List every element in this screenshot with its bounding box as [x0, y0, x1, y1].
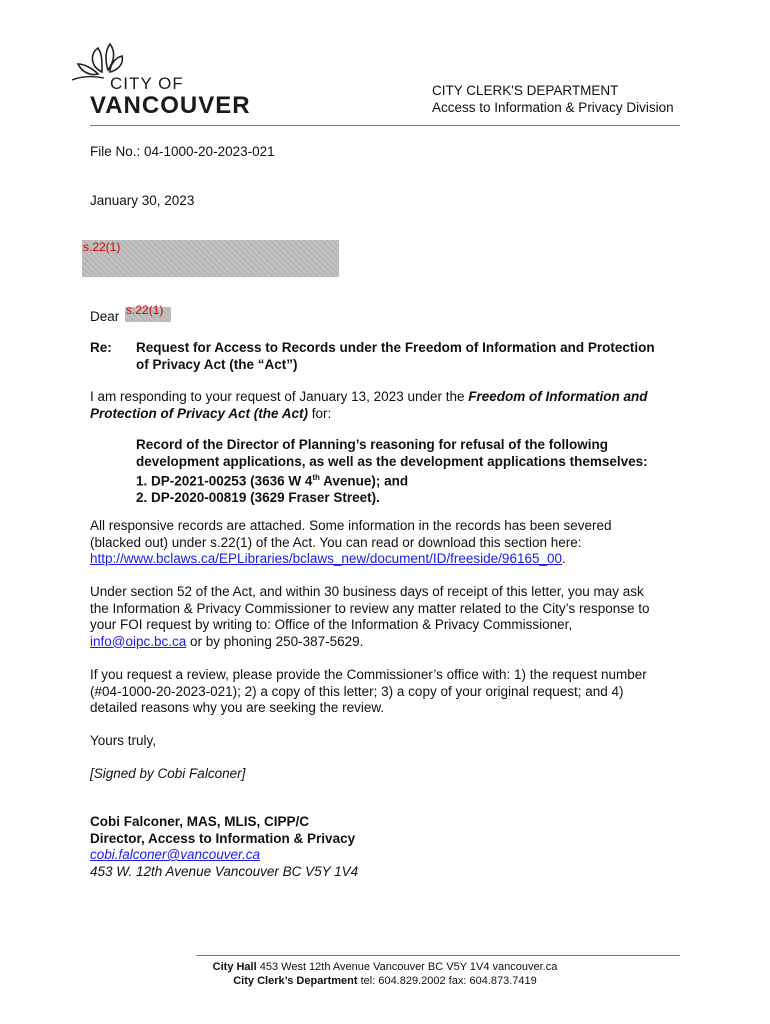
- intro-tail: for:: [308, 405, 332, 421]
- request-review-line1: If you request a review, please provide the Commissioner’s office with: 1) the request number: [90, 667, 647, 682]
- logo-city-of: CITY OF: [110, 74, 184, 93]
- signer-address: 453 W. 12th Avenue Vancouver BC V5Y 1V4: [90, 863, 359, 879]
- review-line2: the Information & Privacy Commissioner to review any matter related to the City’s response to: [90, 600, 650, 616]
- request-review-line3: detailed reasons why you are seeking the review.: [90, 700, 385, 715]
- records-line1: All responsive records are attached. Some information in the records has been severed: [90, 518, 612, 533]
- redaction-label-2: s.22(1): [126, 303, 164, 317]
- file-number: File No.: 04-1000-20-2023-021: [90, 144, 275, 159]
- review-paragraph: Under section 52 of the Act, and within 30 business days of receipt of this letter, you may ask the Information & Privacy Commissioner to review any matter related to the City’s response to your FOI request by writing to: Office of the Information & Privacy Commissioner, info@oipc.bc.ca or by phoning 250-387-5629.: [90, 584, 682, 650]
- bclaws-link[interactable]: http://www.bclaws.ca/EPLibraries/bclaws_new/document/ID/freeside/96165_00: [90, 551, 562, 566]
- request-review-line2: (#04-1000-20-2023-021); 2) a copy of this letter; 3) a copy of your original request; and 4): [90, 683, 624, 699]
- act-name-1: Freedom of Information and: [468, 389, 648, 404]
- intro-lead: I am responding to your request of January 13, 2023 under the: [90, 389, 469, 404]
- header-rule: [90, 125, 680, 126]
- footer: [90, 960, 680, 988]
- closing: Yours truly,: [90, 733, 157, 748]
- redaction-label: s.22(1): [83, 240, 121, 254]
- redacted-address: [82, 240, 339, 277]
- department-header: [432, 82, 674, 116]
- footer-line2: City Clerk’s Department tel: 604.829.2002 fax: 604.873.7419: [233, 975, 537, 987]
- letter-date: January 30, 2023: [90, 193, 195, 208]
- request-line2: development applications, as well as the development applications themselves:: [136, 453, 648, 469]
- signer-name: Cobi Falconer, MAS, MLIS, CIPP/C: [90, 814, 310, 829]
- signed-note: [Signed by Cobi Falconer]: [90, 766, 246, 781]
- footer-rule: [196, 955, 680, 956]
- salutation: [90, 303, 682, 326]
- signer-title: Director, Access to Information & Privacy: [90, 830, 356, 846]
- review-line1: Under section 52 of the Act, and within 30 business days of receipt of this letter, you may ask: [90, 584, 644, 599]
- division-name: Access to Information & Privacy Division: [432, 100, 674, 115]
- intro-paragraph: [90, 389, 682, 422]
- footer-line1: City Hall 453 West 12th Avenue Vancouver BC V5Y 1V4 vancouver.ca: [212, 961, 558, 973]
- records-paragraph: All responsive records are attached. Some information in the records has been severed (blacked out) under s.22(1) of the Act. You can read or download this section here: http://www.bclaws.ca/EPLibraries/bclaws_new/document/ID/freeside/96165_00.: [90, 518, 682, 568]
- review-line3: your FOI request by writing to: Office of the Information & Privacy Commissioner,: [90, 617, 573, 632]
- oipc-email-link[interactable]: info@oipc.bc.ca: [90, 633, 187, 649]
- city-logo: [68, 40, 251, 119]
- re-subject-line2: of Privacy Act (the “Act”): [136, 356, 298, 372]
- re-subject-line1: Request for Access to Records under the Freedom of Information and Protection: [136, 340, 655, 355]
- department-name: CITY CLERK'S DEPARTMENT: [432, 83, 619, 98]
- salutation-text: Dear: [90, 309, 120, 324]
- request-line1: Record of the Director of Planning’s reasoning for refusal of the following: [136, 437, 609, 452]
- records-line2: (blacked out) under s.22(1) of the Act. You can read or download this section here:: [90, 534, 582, 550]
- signature-block: [90, 814, 682, 880]
- re-subject: [136, 340, 686, 373]
- act-name-2: Protection of Privacy Act (the Act): [90, 405, 309, 421]
- logo-vancouver: VANCOUVER: [90, 92, 251, 119]
- request-block: [136, 437, 676, 507]
- request-item-2: 2. DP-2020-00819 (3629 Fraser Street).: [136, 490, 380, 505]
- request-review-paragraph: [90, 667, 682, 717]
- signer-email-link[interactable]: cobi.falconer@vancouver.ca: [90, 847, 261, 862]
- redacted-name: [125, 303, 171, 322]
- re-label: Re:: [90, 340, 112, 355]
- request-item-1: 1. DP-2021-00253 (3636 W 4th Avenue); and: [136, 473, 409, 489]
